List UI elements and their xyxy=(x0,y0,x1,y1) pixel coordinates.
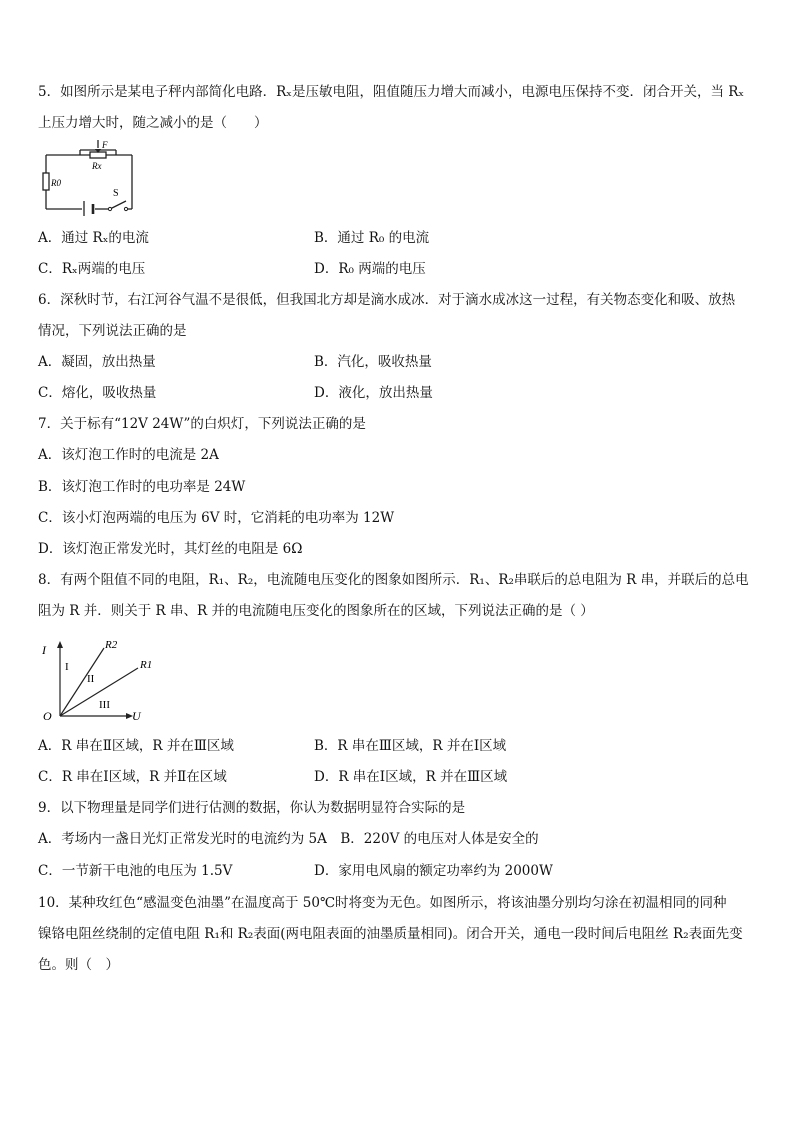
q6-option-a: A．凝固，放出热量 xyxy=(38,354,156,370)
q6-option-c: C．熔化，吸收热量 xyxy=(38,385,157,401)
region-3-label: III xyxy=(99,699,110,711)
q8-option-b: B．R 串在Ⅲ区域，R 并在Ⅰ区域 xyxy=(314,738,507,754)
q5-option-a: A．通过 Rₓ的电流 xyxy=(38,230,149,246)
q5-option-d: D．R₀ 两端的电压 xyxy=(314,261,426,277)
rx-label: Rx xyxy=(92,161,102,171)
q10-stem-line2: 镍铬电阻丝绕制的定值电阻 R₁和 R₂表面(两电阻表面的油墨质量相同)。闭合开关，通电一段时间后电阻丝 R₂表面先变 xyxy=(38,926,743,942)
q8-stem-line2: 阻为 R 并．则关于 R 串、R 并的电流随电压变化的图象所在的区域，下列说法正确的是（ ） xyxy=(38,603,594,619)
q6-option-d: D．液化，放出热量 xyxy=(314,385,433,401)
q6-stem-line2: 情况，下列说法正确的是 xyxy=(38,323,187,339)
q10-stem-line1: 10．某种玫红色“感温变色油墨”在温度高于 50℃时将变为无色。如图所示，将该油墨分别均匀涂在初温相同的同种 xyxy=(38,895,727,911)
q5-option-c: C．Rₓ两端的电压 xyxy=(38,261,146,277)
r2-label: R2 xyxy=(105,639,118,651)
q9-option-c: C．一节新干电池的电压为 1.5V xyxy=(38,863,233,879)
q5-stem-line2: 上压力增大时，随之减小的是（ ） xyxy=(38,115,268,131)
force-label: F xyxy=(102,140,108,150)
q9-stem: 9．以下物理量是同学们进行估测的数据，你认为数据明显符合实际的是 xyxy=(38,800,466,816)
y-axis-label: I xyxy=(42,643,46,657)
origin-label: O xyxy=(43,709,52,723)
q8-iu-graph xyxy=(36,632,166,726)
y-axis-arrow xyxy=(57,641,63,648)
q6-option-b: B．汽化，吸收热量 xyxy=(314,354,432,370)
r1-label: R1 xyxy=(140,659,153,671)
r0-resistor xyxy=(43,173,49,190)
q8-stem-line1: 8．有两个阻值不同的电阻，R₁、R₂，电流随电压变化的图象如图所示．R₁、R₂串联后的总电阻为 R 串，并联后的总电 xyxy=(38,572,749,588)
q7-option-c: C．该小灯泡两端的电压为 6V 时，它消耗的电功率为 12W xyxy=(38,510,395,526)
q10-stem-line3: 色。则（ ） xyxy=(38,957,119,973)
q9-option-d: D．家用电风扇的额定功率约为 2000W xyxy=(314,863,553,879)
x-axis-label: U xyxy=(132,709,141,723)
q5-option-b: B．通过 R₀ 的电流 xyxy=(314,230,430,246)
q7-option-b: B．该灯泡工作时的电功率是 24W xyxy=(38,479,246,495)
q7-option-a: A．该灯泡工作时的电流是 2A xyxy=(38,447,219,463)
q5-stem-line1: 5．如图所示是某电子秤内部简化电路．Rₓ是压敏电阻，阻值随压力增大而减小，电源电压保持不变．闭合开关，当 Rₓ xyxy=(38,84,745,100)
r0-label: R0 xyxy=(51,178,61,188)
q8-option-a: A．R 串在Ⅱ区域，R 并在Ⅲ区域 xyxy=(38,738,234,754)
q7-option-d: D．该灯泡正常发光时，其灯丝的电阻是 6Ω xyxy=(38,541,303,557)
q9-option-a-b: A．考场内一盏日光灯正常发光时的电流约为 5A B．220V 的电压对人体是安全的 xyxy=(38,831,539,847)
q5-circuit-diagram xyxy=(36,138,148,216)
region-1-label: I xyxy=(65,661,69,673)
q7-stem: 7．关于标有“12V 24W”的白炽灯，下列说法正确的是 xyxy=(38,416,366,432)
q6-stem-line1: 6．深秋时节，右江河谷气温不是很低，但我国北方却是滴水成冰．对于滴水成冰这一过程，有关物态变化和吸、放热 xyxy=(38,292,736,308)
r2-line xyxy=(60,648,104,716)
region-2-label: II xyxy=(87,673,95,685)
q8-option-c: C．R 串在Ⅰ区域，R 并Ⅱ在区域 xyxy=(38,769,227,785)
q8-option-d: D．R 串在Ⅰ区域，R 并在Ⅲ区域 xyxy=(314,769,508,785)
switch-label: S xyxy=(113,188,119,199)
